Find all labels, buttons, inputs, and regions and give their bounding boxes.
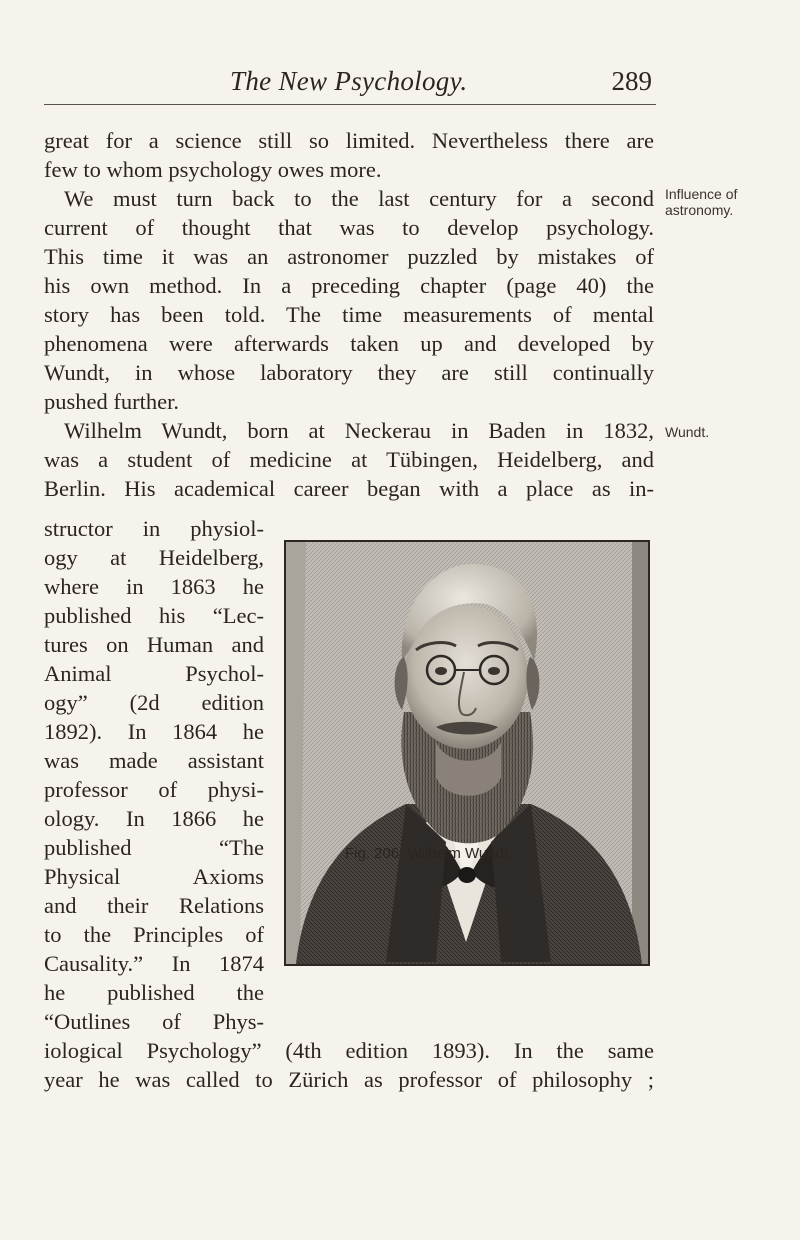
side-line: where in 1863 he [44,574,264,599]
side-line: Physical Axioms [44,864,264,889]
side-line: ology. In 1866 he [44,806,264,831]
portrait-engraving [286,542,648,964]
marginal-note-influence [665,186,737,218]
side-line: tures on Human and [44,632,264,657]
body-line: Berlin. His academical career began with a place as in- [44,476,654,501]
body-line: was a student of medicine at Tübingen, Heidelberg, and [44,447,654,472]
marginal-note-line: Influence of [665,186,738,202]
body-line: Wundt, in whose laboratory they are still continually [44,360,654,385]
body-line: few to whom psychology owes more. [44,157,382,182]
marginal-note-wundt: Wundt. [665,424,710,440]
figure-caption: Fig. 206. Wilhelm Wundt. [345,845,513,862]
running-header [44,66,656,100]
side-line: he published the [44,980,264,1005]
body-line: phenomena were afterwards taken up and developed by [44,331,654,356]
body-line: iological Psychology” (4th edition 1893). In the same [44,1038,654,1063]
side-line: 1892). In 1864 he [44,719,264,744]
body-line: year he was called to Zürich as professor of philosophy ; [44,1067,654,1092]
body-line: current of thought that was to develop psychology. [44,215,654,240]
side-line: ogy at Heidelberg, [44,545,264,570]
side-line: was made assistant [44,748,264,773]
side-line: published “The [44,835,264,860]
wundt-portrait [284,540,650,966]
side-line: professor of physi- [44,777,264,802]
running-title: The New Psychology. [230,66,468,96]
side-line: “Outlines of Phys- [44,1009,264,1034]
body-line: story has been told. The time measurements of mental [44,302,654,327]
body-line: Wilhelm Wundt, born at Neckerau in Baden in 1832, [64,418,654,443]
body-line: his own method. In a preceding chapter (page 40) the [44,273,654,298]
side-line: published his “Lec- [44,603,264,628]
side-line: structor in physiol- [44,516,264,541]
body-line: pushed further. [44,389,179,414]
marginal-note-line: astronomy. [665,202,734,218]
side-line: ogy” (2d edition [44,690,264,715]
page-number: 289 [611,66,652,96]
body-line: This time it was an astronomer puzzled by mistakes of [44,244,654,269]
side-line: Causality.” In 1874 [44,951,264,976]
side-line: Animal Psychol- [44,661,264,686]
body-line: We must turn back to the last century for a second [64,186,654,211]
side-line: to the Principles of [44,922,264,947]
body-line: great for a science still so limited. Nevertheless there are [44,128,654,153]
header-rule [44,104,656,105]
side-line: and their Relations [44,893,264,918]
